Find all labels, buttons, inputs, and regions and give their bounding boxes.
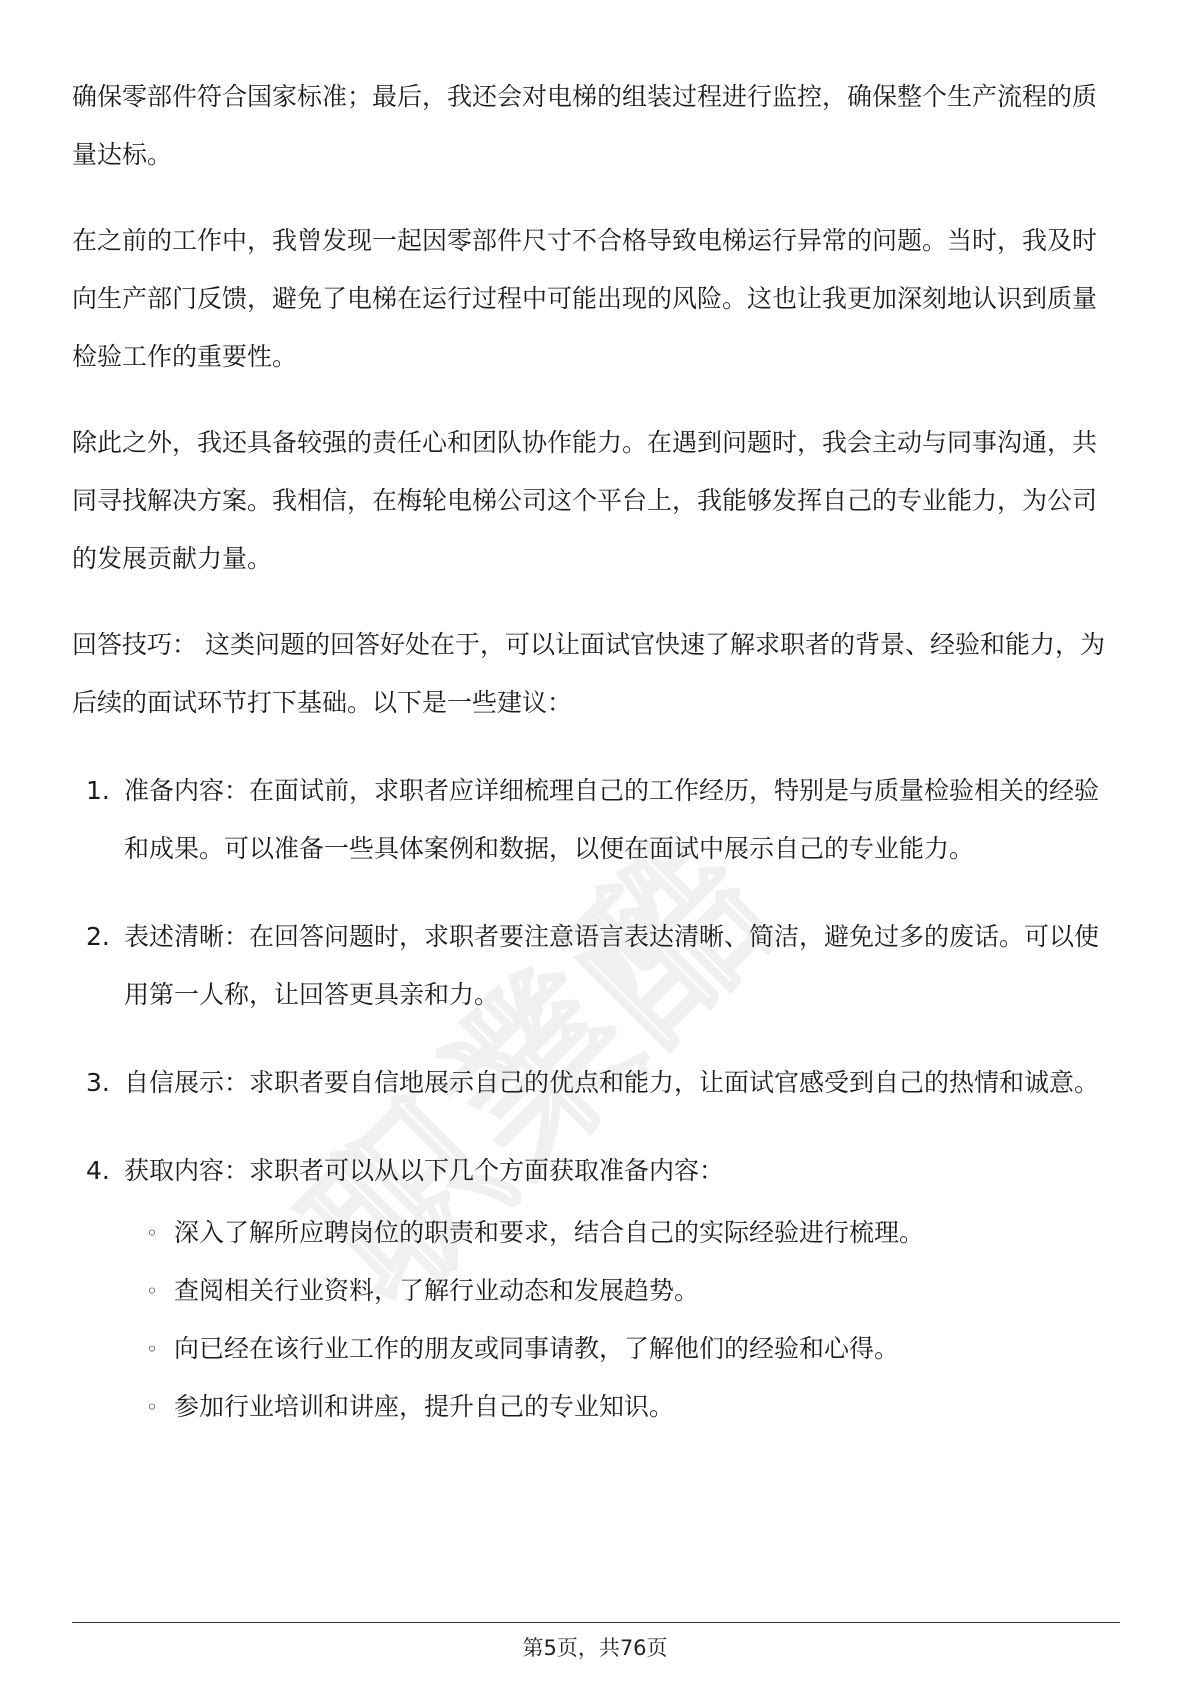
paragraph: 确保零部件符合国家标准；最后，我还会对电梯的组装过程进行监控，确保整个生产流程的质量达标。 bbox=[72, 82, 1098, 169]
list-number: 1. bbox=[86, 776, 110, 805]
paragraph: 除此之外，我还具备较强的责任心和团队协作能力。在遇到问题时，我会主动与同事沟通，共同寻找解决方案。我相信，在梅轮电梯公司这个平台上，我能够发挥自己的专业能力，为公司的发展贡献力量。 bbox=[72, 428, 1098, 573]
list-item-body bbox=[124, 1142, 1120, 1436]
list-item-text: 获取内容：求职者可以从以下几个方面获取准备内容： bbox=[124, 1156, 725, 1185]
list-number: 3. bbox=[86, 1068, 110, 1097]
sub-list-item bbox=[146, 1320, 1120, 1378]
page-number: 第5页，共76页 bbox=[522, 1636, 668, 1660]
list-number: 4. bbox=[86, 1156, 110, 1185]
sub-list-item-text: 向已经在该行业工作的朋友或同事请教，了解他们的经验和心得。 bbox=[174, 1334, 900, 1363]
answer-tips: 回答技巧： 这类问题的回答好处在于，可以让面试官快速了解求职者的背景、经验和能力，为后续的面试环节打下基础。以下是一些建议： bbox=[72, 630, 1105, 717]
sub-list-item-text: 深入了解所应聘岗位的职责和要求，结合自己的实际经验进行梳理。 bbox=[174, 1218, 925, 1247]
bullet-icon: ◦ bbox=[146, 1279, 158, 1303]
list-number: 2. bbox=[86, 922, 110, 951]
sub-list-item-text: 查阅相关行业资料，了解行业动态和发展趋势。 bbox=[174, 1276, 700, 1305]
list-item bbox=[72, 1142, 1120, 1436]
sub-list-item bbox=[146, 1262, 1120, 1320]
bullet-icon: ◦ bbox=[146, 1221, 158, 1245]
list-item-text: 准备内容：在面试前，求职者应详细梳理自己的工作经历，特别是与质量检验相关的经验和成果。可以准备一些具体案例和数据，以便在面试中展示自己的专业能力。 bbox=[124, 776, 1100, 863]
sub-list-item bbox=[146, 1204, 1120, 1262]
sub-list-item bbox=[146, 1378, 1120, 1436]
sub-list-item-text: 参加行业培训和讲座，提升自己的专业知识。 bbox=[174, 1392, 675, 1421]
list-item-text: 自信展示：求职者要自信地展示自己的优点和能力，让面试官感受到自己的热情和诚意。 bbox=[124, 1068, 1100, 1097]
list-item bbox=[72, 908, 1120, 1024]
page-content bbox=[72, 68, 1120, 1466]
list-item bbox=[72, 762, 1120, 878]
list-item bbox=[72, 1054, 1120, 1112]
bullet-icon: ◦ bbox=[146, 1395, 158, 1419]
list-item-text: 表述清晰：在回答问题时，求职者要注意语言表达清晰、简洁，避免过多的废话。可以使用第一人称，让回答更具亲和力。 bbox=[124, 922, 1100, 1009]
footer-divider bbox=[72, 1622, 1120, 1623]
bullet-icon: ◦ bbox=[146, 1337, 158, 1361]
suggestion-list bbox=[72, 762, 1120, 1436]
sub-list bbox=[124, 1204, 1120, 1436]
paragraph: 在之前的工作中，我曾发现一起因零部件尺寸不合格导致电梯运行异常的问题。当时，我及时向生产部门反馈，避免了电梯在运行过程中可能出现的风险。这也让我更加深刻地认识到质量检验工作的重要性。 bbox=[72, 226, 1098, 371]
